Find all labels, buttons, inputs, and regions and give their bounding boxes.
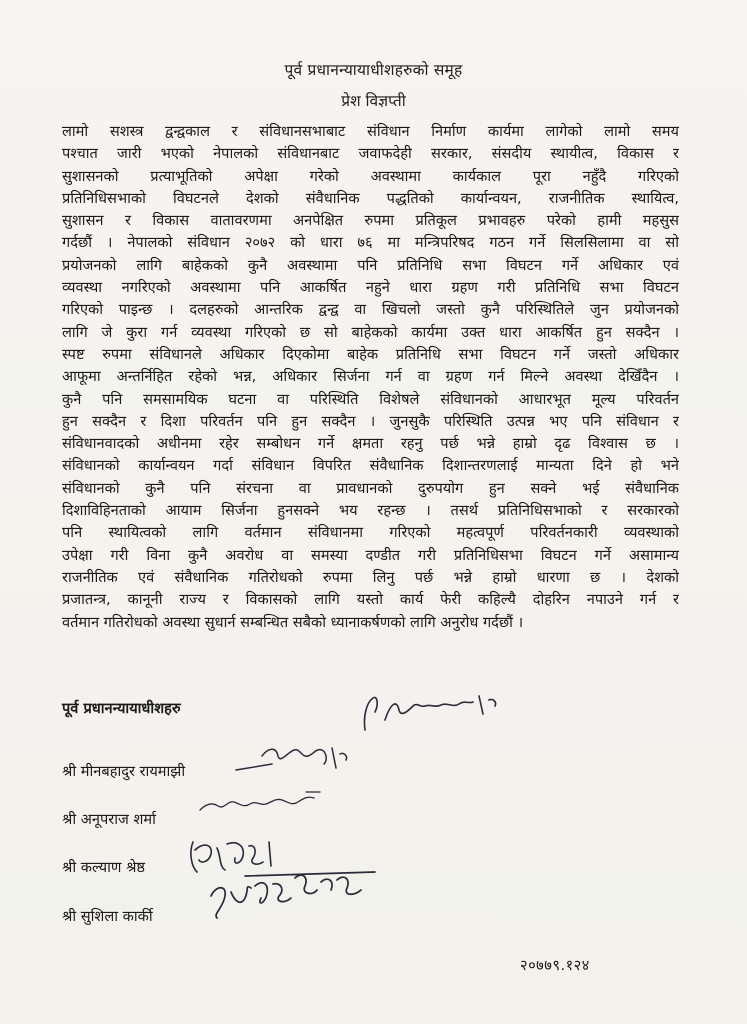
signatory-name-3: श्री कल्याण श्रेष्ठ [62,859,145,876]
body-line: प्रजातन्त्र, कानूनी राज्य र विकासको लागि यस्तो कार्य फेरी कहिल्यै दोहरिन नपाउने गर्न र [62,591,679,609]
body-line: लामो सशस्त्र द्वन्द्वकाल र संविधानसभाबाट संविधान निर्माण कार्यमा लागेको लामो समय [62,123,679,140]
body-line: स्पष्ट रुपमा संविधानले अधिकार दिएकोमा बाहेक प्रतिनिधि सभा विघटन गर्ने जस्तो अधिकार [62,345,679,363]
document-title: पूर्व प्रधानन्यायाधीशहरुको समूह [284,61,463,79]
body-line: कुनै पनि समसामयिक घटना वा परिस्थिति विशेषले संविधानको आधारभूत मूल्य परिवर्तन [62,390,679,408]
signature-1 [232,738,352,778]
signature-2 [196,788,326,818]
document-date: २०७७९.१२४ [520,957,590,974]
body-line: वर्तमान गतिरोधको अवस्था सुधार्न सम्बन्धित सबैको ध्यानाकर्षणको लागि अनुरोध गर्दछौं । [62,613,524,631]
body-line: आफूमा अन्तर्निहित रहेको भन्न, अधिकार सिर्जना गर्न वा ग्रहण गर्न मिल्ने अवस्था देखिँदैन । [62,368,679,386]
signature-4 [205,862,385,922]
body-line: प्रतिनिधिसभाको विघटनले देशको संवैधानिक पद्धतिको कार्यान्वयन, राजनीतिक स्थायित्व, [62,189,679,207]
signatory-name-1: श्री मीनबहादुर रायमाझी [62,763,186,780]
body-line: संविधानको कुनै पनि संरचना वा प्रावधानको दुरुपयोग हुन सक्ने भई संवैधानिक [62,479,679,497]
body-line: हुन सक्दैन र दिशा परिवर्तन पनि हुन सक्दैन । जुनसुकै परिस्थिति उत्पन्न भए पनि संविधान र [62,412,679,430]
body-line: सुशासनको प्रत्याभूतिको अपेक्षा गरेको अवस्थामा कार्यकाल पूरा नहुँदै गरिएको [62,167,679,185]
body-line: संविधानवादको अधीनमा रहेर सम्बोधन गर्ने क्षमता रहनु पर्छ भन्ने हाम्रो दृढ विश्वास छ । [62,435,679,453]
body-line: दिशाविहिनताको आयाम सिर्जना हुनसक्ने भय रहन्छ । तसर्थ प्रतिनिधिसभाको र सरकारको [62,502,679,520]
body-line: व्यवस्था नगरिएको अवस्थामा पनि आकर्षित नहुने धारा ग्रहण गरी प्रतिनिधि सभा विघटन [62,279,679,297]
body-line: गर्दछौं । नेपालको संविधान २०७२ को धारा ७६ मा मन्त्रिपरिषद गठन गर्ने सिलसिलामा वा सो [62,234,679,252]
body-line: गरिएको पाइन्छ । दलहरुको आन्तरिक द्वन्द्व वा खिचलो जस्तो कुनै परिस्थितिले जुन प्रयोजनको [62,301,679,319]
signatory-name-4: श्री सुशिला कार्की [62,908,153,925]
signatory-name-2: श्री अनूपराज शर्मा [62,811,156,828]
body-line: उपेक्षा गरी विना कुनै अवरोध वा समस्या दण्डीत गरी प्रतिनिधिसभा विघटन गर्ने असामान्य [62,546,679,564]
body-paragraph [62,121,679,634]
signatories-heading: पूर्व प्रधानन्यायाधीशहरु [62,700,181,717]
signature-scrawl-top [355,690,505,735]
body-line: सुशासन र विकास वातावरणमा अनपेक्षित रुपमा प्रतिकूल प्रभावहरु परेको हामी महसुस [62,212,679,230]
body-line: लागि जे कुरा गर्न व्यवस्था गरिएको छ सो बाहेकको कार्यमा उक्त धारा आकर्षित हुन सक्दैन । [62,323,679,341]
body-line: संविधानको कार्यान्वयन गर्दा संविधान विपरित संवैधानिक दिशान्तरणलाई मान्यता दिने हो भने [62,457,679,475]
body-line: पनि स्थायित्वको लागि वर्तमान संविधानमा गरिएको महत्वपूर्ण परिवर्तनकारी व्यवस्थाको [62,524,679,542]
body-line: पश्चात जारी भएको नेपालको संविधानबाट जवाफदेही सरकार, संसदीय स्थायीत्व, विकास र [62,145,679,163]
body-line: प्रयोजनको लागि बाहेकको कुनै अवस्थामा पनि प्रतिनिधि सभा विघटन गर्ने अधिकार एवं [62,256,679,274]
document-subtitle: प्रेश विज्ञप्ती [341,92,406,110]
body-line: राजनीतिक एवं संवैधानिक गतिरोधको रुपमा लिनु पर्छ भन्ने हाम्रो धारणा छ । देशको [62,568,679,586]
